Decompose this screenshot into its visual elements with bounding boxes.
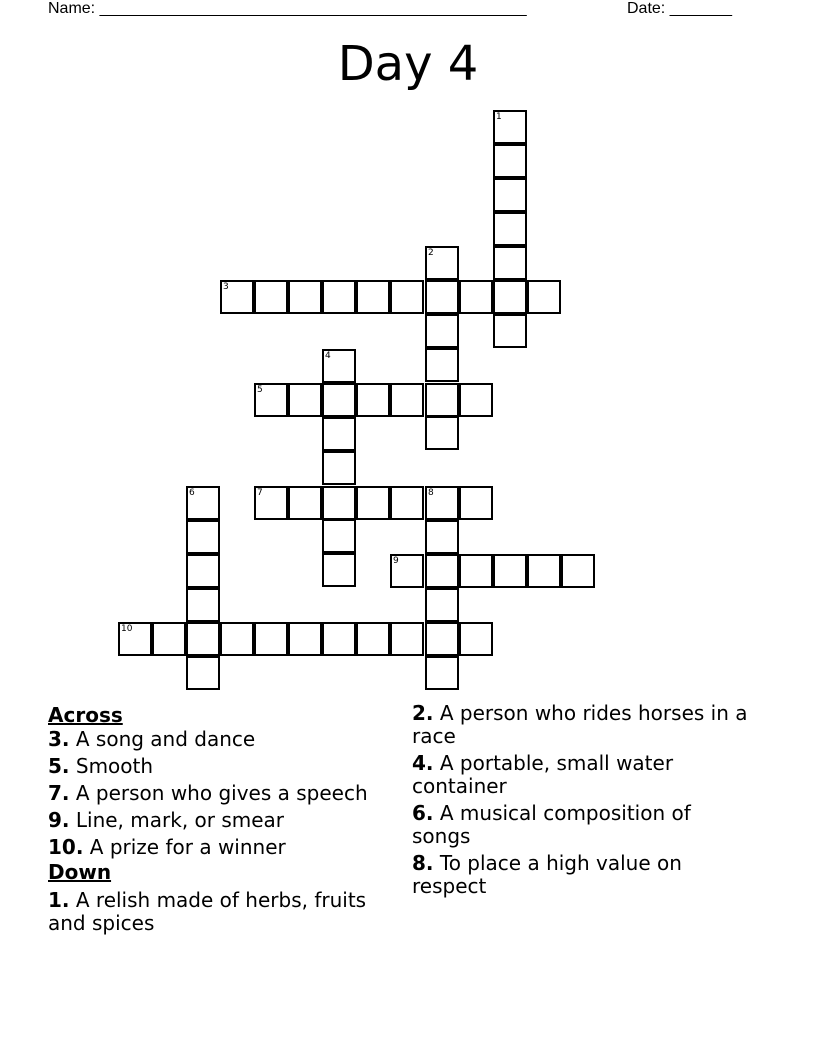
clue-down-1 xyxy=(48,889,398,935)
crossword-cell[interactable] xyxy=(527,280,561,314)
crossword-cell[interactable] xyxy=(493,144,527,178)
clue-number: 1 xyxy=(496,112,502,122)
clue-number: 3. xyxy=(48,727,70,751)
crossword-cell[interactable] xyxy=(493,554,527,588)
clue-number: 1. xyxy=(48,888,70,912)
clue-number: 6 xyxy=(189,488,195,498)
crossword-cell[interactable] xyxy=(527,554,561,588)
crossword-cell[interactable] xyxy=(390,280,424,314)
crossword-cell[interactable] xyxy=(425,416,459,450)
name-field-label: Name: ________________________________________________ xyxy=(48,0,527,17)
crossword-cell[interactable] xyxy=(186,520,220,554)
clue-down-2 xyxy=(412,702,752,748)
clue-across-5 xyxy=(48,755,398,778)
crossword-cell[interactable] xyxy=(459,383,493,417)
crossword-cell[interactable] xyxy=(459,622,493,656)
crossword-cell[interactable] xyxy=(493,246,527,280)
clue-text: To place a high value on respect xyxy=(412,851,682,898)
clue-number: 9 xyxy=(393,556,399,566)
crossword-cell[interactable] xyxy=(425,656,459,690)
crossword-cell[interactable] xyxy=(425,520,459,554)
clue-number: 4 xyxy=(325,351,331,361)
crossword-cell[interactable] xyxy=(459,280,493,314)
crossword-cell[interactable] xyxy=(322,451,356,485)
crossword-cell[interactable] xyxy=(254,486,288,520)
crossword-cell[interactable] xyxy=(322,622,356,656)
clue-number: 8. xyxy=(412,851,434,875)
crossword-cell[interactable] xyxy=(356,280,390,314)
crossword-cell[interactable] xyxy=(390,554,424,588)
date-field-label: Date: _______ xyxy=(627,0,732,17)
crossword-cell[interactable] xyxy=(186,486,220,520)
crossword-cell[interactable] xyxy=(425,314,459,348)
clue-number: 2 xyxy=(428,248,434,258)
clue-down-4 xyxy=(412,752,752,798)
crossword-cell[interactable] xyxy=(561,554,595,588)
crossword-cell[interactable] xyxy=(356,622,390,656)
clues-right-column xyxy=(412,702,752,898)
clue-number: 4. xyxy=(412,751,434,775)
crossword-cell[interactable] xyxy=(493,110,527,144)
down-heading: Down xyxy=(48,860,112,884)
clue-number: 10. xyxy=(48,835,84,859)
crossword-cell[interactable] xyxy=(322,486,356,520)
crossword-cell[interactable] xyxy=(493,178,527,212)
clue-number: 5. xyxy=(48,754,70,778)
crossword-cell[interactable] xyxy=(254,622,288,656)
crossword-cell[interactable] xyxy=(390,383,424,417)
clue-across-9 xyxy=(48,809,398,832)
clue-text: A person who rides horses in a race xyxy=(412,701,748,748)
clue-text: A relish made of herbs, fruits and spices xyxy=(48,888,367,935)
page-title: Day 4 xyxy=(337,36,479,92)
crossword-cell[interactable] xyxy=(425,486,459,520)
clue-text: A person who gives a speech xyxy=(75,781,368,805)
clue-across-3 xyxy=(48,728,398,751)
crossword-cell[interactable] xyxy=(322,553,356,587)
crossword-cell[interactable] xyxy=(152,622,186,656)
crossword-cell[interactable] xyxy=(493,212,527,246)
clue-number: 10 xyxy=(121,624,133,634)
crossword-cell[interactable] xyxy=(322,349,356,383)
crossword-cell[interactable] xyxy=(322,519,356,553)
clue-across-7 xyxy=(48,782,398,805)
clue-text: A musical composition of songs xyxy=(412,801,691,848)
crossword-cell[interactable] xyxy=(220,622,254,656)
crossword-cell[interactable] xyxy=(288,486,322,520)
crossword-cell[interactable] xyxy=(425,622,459,656)
crossword-cell[interactable] xyxy=(186,656,220,690)
crossword-cell[interactable] xyxy=(425,280,459,314)
crossword-cell[interactable] xyxy=(459,554,493,588)
crossword-cell[interactable] xyxy=(425,246,459,280)
clue-number: 9. xyxy=(48,808,70,832)
crossword-cell[interactable] xyxy=(288,280,322,314)
clue-text: A portable, small water container xyxy=(412,751,674,798)
crossword-cell[interactable] xyxy=(288,622,322,656)
crossword-cell[interactable] xyxy=(322,383,356,417)
clue-text: A prize for a winner xyxy=(89,835,286,859)
crossword-cell[interactable] xyxy=(186,588,220,622)
clue-number: 5 xyxy=(257,385,263,395)
crossword-cell[interactable] xyxy=(425,348,459,382)
crossword-cell[interactable] xyxy=(220,280,254,314)
clue-number: 7. xyxy=(48,781,70,805)
crossword-cell[interactable] xyxy=(493,314,527,348)
crossword-cell[interactable] xyxy=(356,486,390,520)
crossword-cell[interactable] xyxy=(390,486,424,520)
crossword-cell[interactable] xyxy=(356,383,390,417)
across-heading: Across xyxy=(48,703,123,727)
clue-number: 3 xyxy=(223,282,229,292)
crossword-cell[interactable] xyxy=(425,554,459,588)
crossword-cell[interactable] xyxy=(118,622,152,656)
clue-across-10 xyxy=(48,836,398,859)
crossword-cell[interactable] xyxy=(254,383,288,417)
crossword-cell[interactable] xyxy=(288,383,322,417)
clue-text: A song and dance xyxy=(75,727,256,751)
crossword-cell[interactable] xyxy=(425,383,459,417)
clue-number: 8 xyxy=(428,488,434,498)
crossword-cell[interactable] xyxy=(186,622,220,656)
clue-down-6 xyxy=(412,802,752,848)
clue-down-8 xyxy=(412,852,752,898)
crossword-cell[interactable] xyxy=(322,280,356,314)
crossword-cell[interactable] xyxy=(186,554,220,588)
clue-number: 2. xyxy=(412,701,434,725)
crossword-cell[interactable] xyxy=(322,417,356,451)
crossword-cell[interactable] xyxy=(459,486,493,520)
crossword-cell[interactable] xyxy=(254,280,288,314)
clues-left-column xyxy=(48,702,398,935)
crossword-cell[interactable] xyxy=(425,588,459,622)
clue-number: 6. xyxy=(412,801,434,825)
clue-number: 7 xyxy=(257,488,263,498)
clue-text: Smooth xyxy=(75,754,154,778)
crossword-cell[interactable] xyxy=(390,622,424,656)
crossword-cell[interactable] xyxy=(493,280,527,314)
clue-text: Line, mark, or smear xyxy=(75,808,285,832)
